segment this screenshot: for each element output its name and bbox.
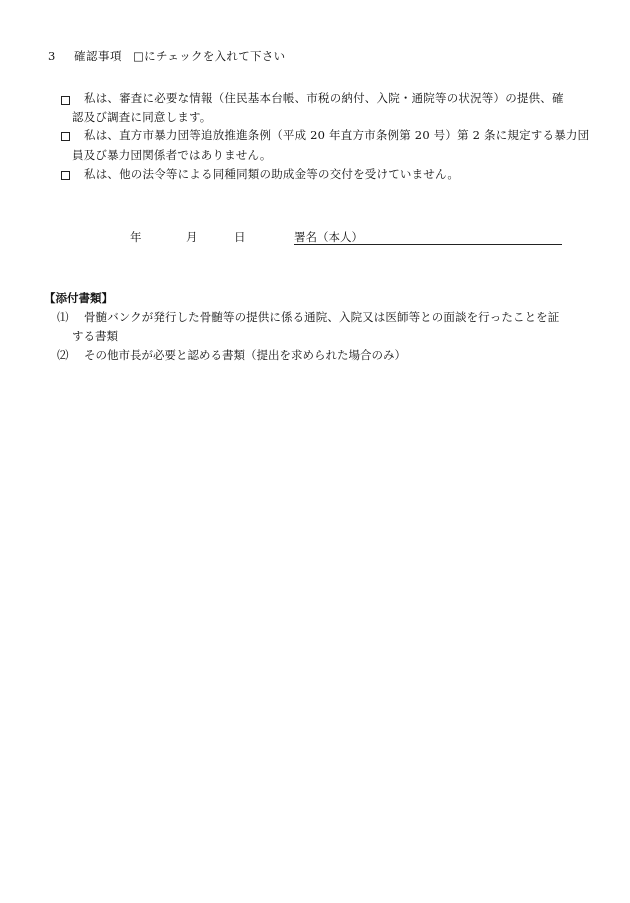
date-year-label: 年 (130, 230, 142, 244)
consent-text-line-2: 認及び調査に同意します。 (72, 110, 212, 124)
date-day-label: 日 (234, 230, 246, 244)
attachment-text: その他市長が必要と認める書類（提出を求められた場合のみ） (84, 348, 406, 362)
no-other-subsidy-checkbox[interactable] (61, 171, 70, 180)
attachment-number: ⑴ (57, 310, 69, 324)
consent-checkbox[interactable] (61, 96, 70, 105)
consent-text-line-1: 私は、審査に必要な情報（住民基本台帳、市税の納付、入院・通院等の状況等）の提供、確 (84, 91, 564, 105)
section-title: 確認事項 (74, 49, 122, 63)
attachment-text-line-1: 骨髄バンクが発行した骨髄等の提供に係る通院、入院又は医師等との面談を行ったことを証 (84, 310, 560, 324)
no-other-subsidy-text: 私は、他の法令等による同種同類の助成金等の交付を受けていません。 (84, 167, 460, 181)
attachment-text-line-2: する書類 (72, 329, 118, 343)
attachment-number: ⑵ (57, 348, 69, 362)
section-instruction: □にチェックを入れて下さい (133, 49, 286, 63)
non-gang-member-text-line-1: 私は、直方市暴力団等追放推進条例（平成 20 年直方市条例第 20 号）第 2 条に規定する暴力団 (84, 128, 590, 142)
attachments-heading: 【添付書類】 (44, 291, 113, 305)
section-number: 3 (48, 49, 56, 63)
date-month-label: 月 (186, 230, 198, 244)
non-gang-member-checkbox[interactable] (61, 132, 70, 141)
signature-label: 署名（本人） (294, 230, 363, 244)
non-gang-member-text-line-2: 員及び暴力団関係者ではありません。 (72, 148, 272, 162)
signature-line[interactable] (294, 244, 562, 245)
